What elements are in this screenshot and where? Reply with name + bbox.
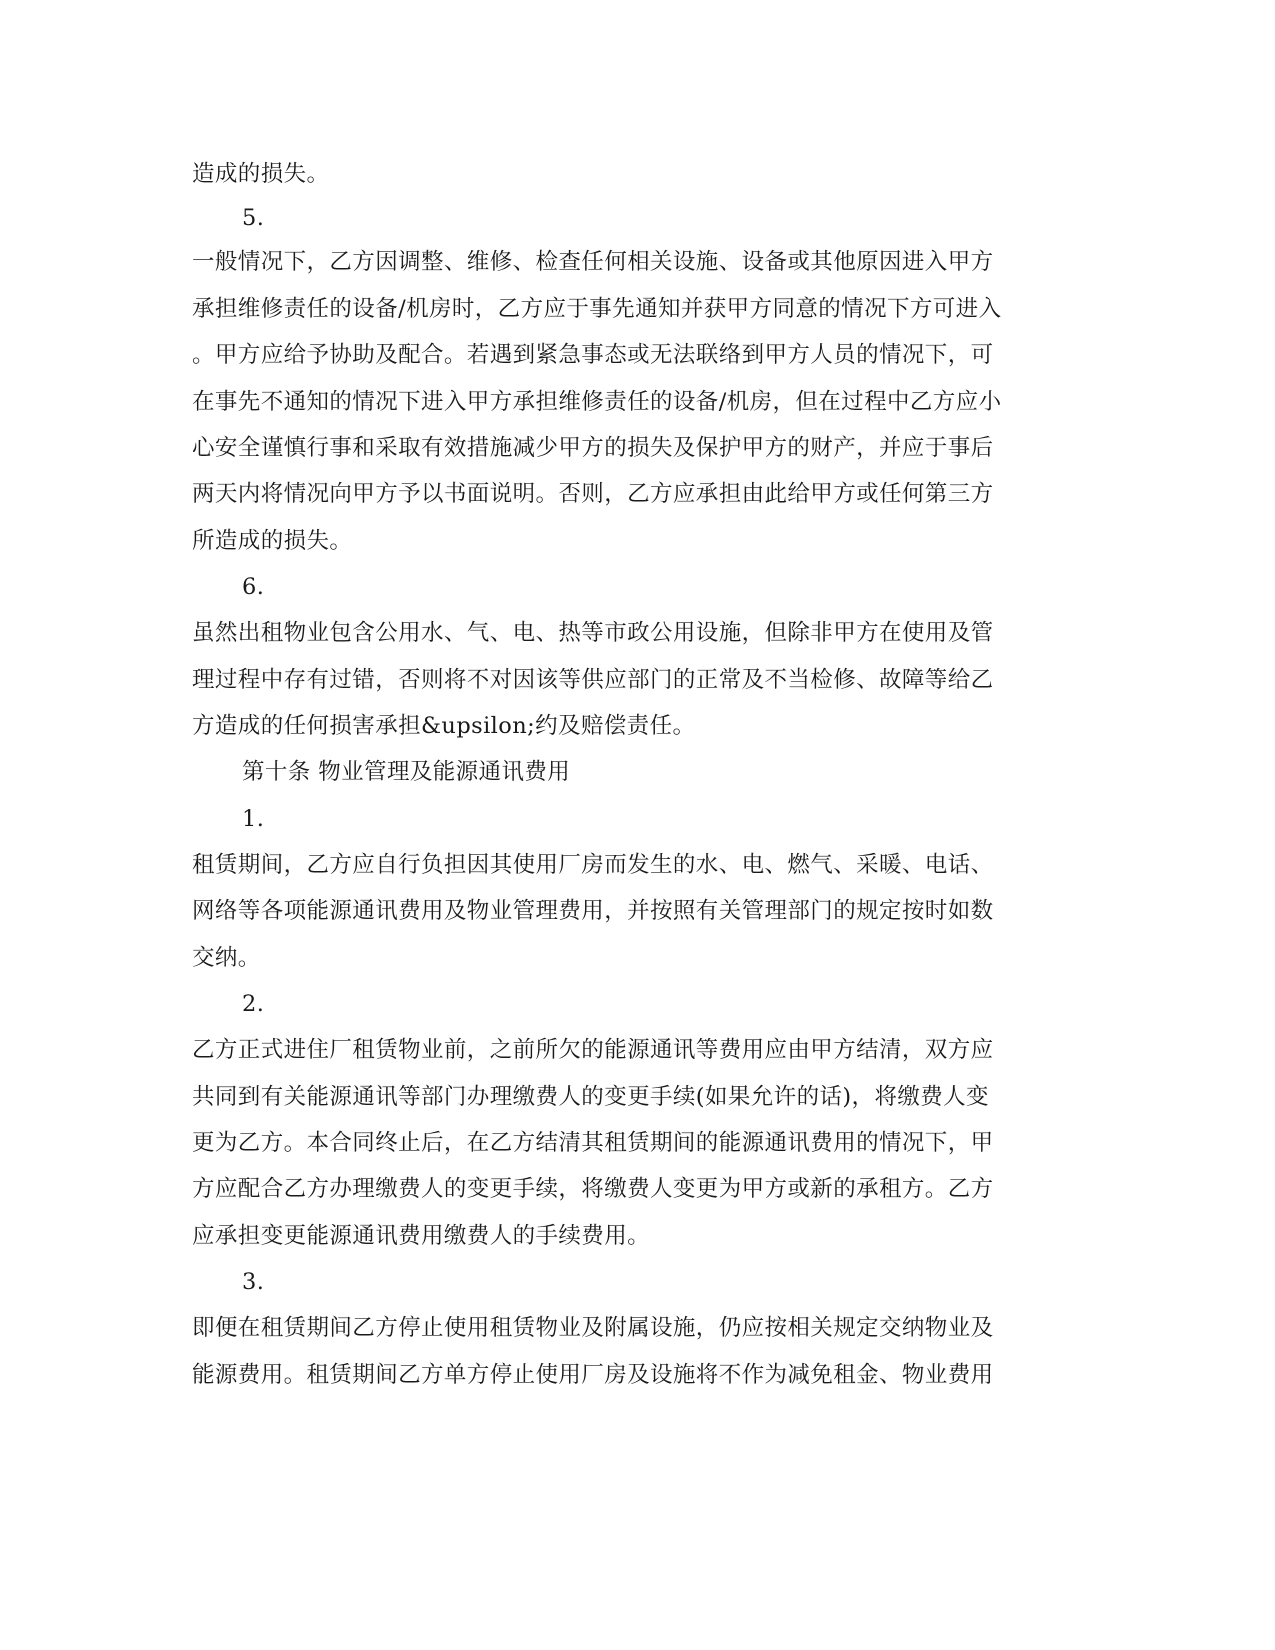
text-line: 即便在租赁期间乙方停止使用租赁物业及附属设施，仍应按相关规定交纳物业及 [192, 1315, 994, 1341]
text-line: 方造成的任何损害承担&upsilon;约及赔偿责任。 [192, 713, 696, 739]
text-line: 。甲方应给予协助及配合。若遇到紧急事态或无法联络到甲方人员的情况下，可 [192, 342, 994, 368]
text-line: 网络等各项能源通讯费用及物业管理费用，并按照有关管理部门的规定按时如数 [192, 898, 994, 924]
text-line: 应承担变更能源通讯费用缴费人的手续费用。 [192, 1223, 651, 1249]
text-line: 心安全谨慎行事和采取有效措施减少甲方的损失及保护甲方的财产，并应于事后 [192, 435, 994, 461]
text-line: 两天内将情况向甲方予以书面说明。否则，乙方应承担由此给甲方或任何第三方 [192, 481, 994, 507]
text-line: 更为乙方。本合同终止后，在乙方结清其租赁期间的能源通讯费用的情况下，甲 [192, 1130, 994, 1156]
clause-number: 1. [242, 806, 265, 832]
text-line: 能源费用。租赁期间乙方单方停止使用厂房及设施将不作为减免租金、物业费用 [192, 1362, 994, 1388]
clause-number: 2. [242, 991, 265, 1017]
text-line: 造成的损失。 [192, 161, 330, 187]
text-line: 交纳。 [192, 945, 261, 971]
text-line: 在事先不通知的情况下进入甲方承担维修责任的设备/机房，但在过程中乙方应小 [192, 389, 1002, 415]
text-line: 虽然出租物业包含公用水、气、电、热等市政公用设施，但除非甲方在使用及管 [192, 620, 994, 646]
clause-number: 6. [242, 574, 265, 600]
text-line: 共同到有关能源通讯等部门办理缴费人的变更手续(如果允许的话)，将缴费人变 [192, 1084, 989, 1110]
clause-number: 5. [242, 205, 265, 231]
text-line: 租赁期间，乙方应自行负担因其使用厂房而发生的水、电、燃气、采暖、电话、 [192, 852, 994, 878]
text-line: 方应配合乙方办理缴费人的变更手续，将缴费人变更为甲方或新的承租方。乙方 [192, 1176, 994, 1202]
text-line: 理过程中存有过错，否则将不对因该等供应部门的正常及不当检修、故障等给乙 [192, 667, 994, 693]
text-line: 承担维修责任的设备/机房时，乙方应于事先通知并获甲方同意的情况下方可进入 [192, 296, 1002, 322]
clause-number: 3. [242, 1269, 265, 1295]
text-line: 乙方正式进住厂租赁物业前，之前所欠的能源通讯等费用应由甲方结清，双方应 [192, 1037, 994, 1063]
text-line: 一般情况下，乙方因调整、维修、检查任何相关设施、设备或其他原因进入甲方 [192, 249, 994, 275]
text-line: 所造成的损失。 [192, 528, 353, 554]
section-heading: 第十条 物业管理及能源通讯费用 [242, 759, 571, 785]
